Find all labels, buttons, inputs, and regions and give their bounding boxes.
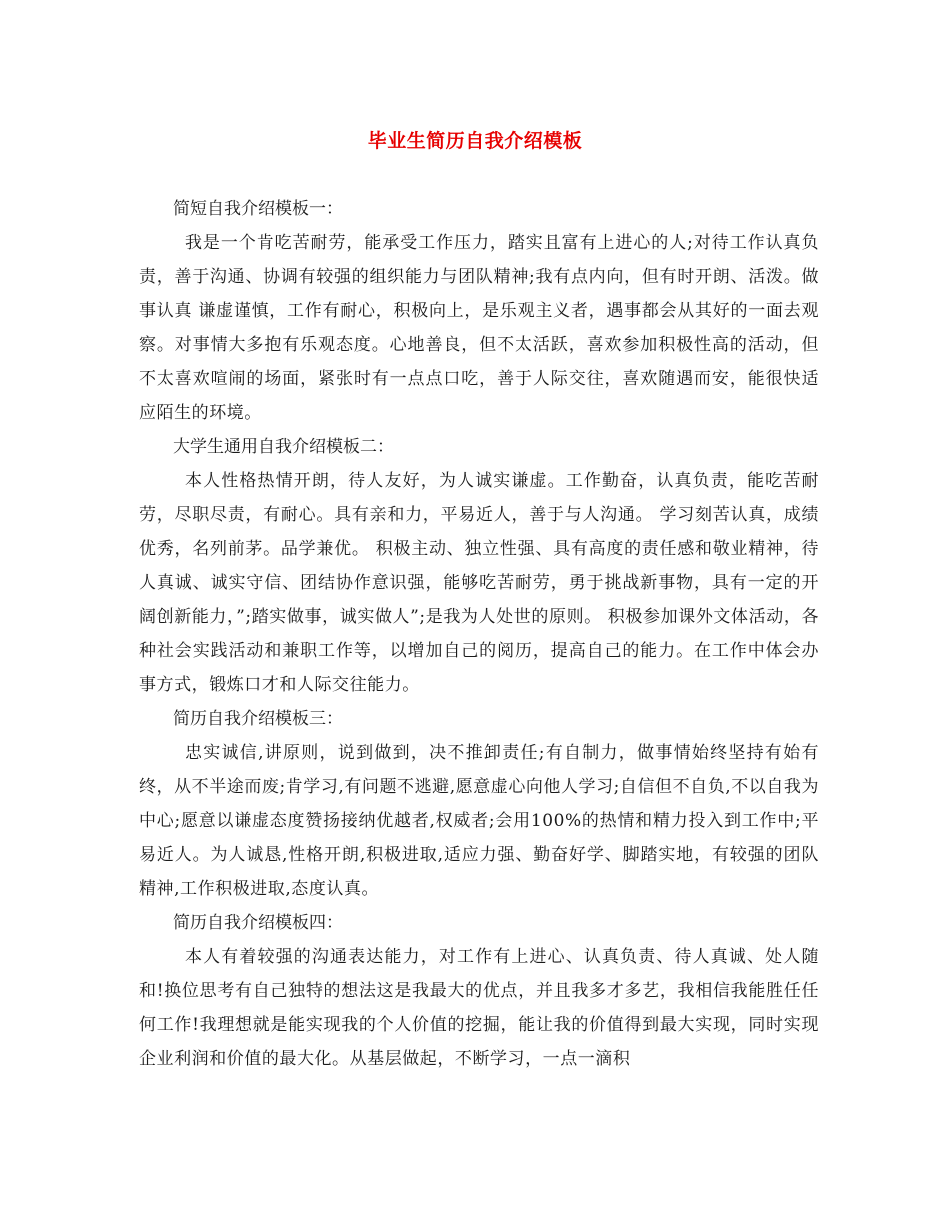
section-3-paragraph: 忠实诚信,讲原则，说到做到，决不推卸责任;有自制力，做事情始终坚持有始有终，从不半途而废;肯学习,有问题不逃避,愿意虚心向他人学习;自信但不自负,不以自我为中心;愿意以谦虚态度赞扬接纳优越者,权威者;会用100%的热情和精力投入到工作中;平易近人。为人诚恳,性格开朗,积极进取,适应力强、勤奋好学、脚踏实地，有较强的团队精神,工作积极进取,态度认真。 — [139, 743, 819, 899]
section-1-heading: 简短自我介绍模板一： — [173, 199, 343, 219]
section-2-heading: 大学生通用自我介绍模板二： — [173, 437, 394, 457]
section-2-paragraph: 本人性格热情开朗，待人友好，为人诚实谦虚。工作勤奋，认真负责，能吃苦耐劳，尽职尽责，有耐心。具有亲和力，平易近人，善于与人沟通。 学习刻苦认真，成绩优秀，名列前茅。品学兼优。 积极主动、独立性强、具有高度的责任感和敬业精神，待人真诚、诚实守信、团结协作意识强，能够吃苦耐劳，勇于挑战新事物，具有一定的开阔创新能力，”;踏实做事，诚实做人”;是我为人处世的原则。 积极参加课外文体活动，各种社会实践活动和兼职工作等，以增加自己的阅历，提高自己的能力。在工作中体会办事方式，锻炼口才和人际交往能力。 — [139, 471, 819, 695]
section-4-paragraph: 本人有着较强的沟通表达能力，对工作有上进心、认真负责、待人真诚、处人随和!换位思考有自己独特的想法这是我最大的优点，并且我多才多艺，我相信我能胜任任何工作!我理想就是能实现我的个人价值的挖掘，能让我的价值得到最大实现，同时实现企业利润和价值的最大化。从基层做起，不断学习，一点一滴积 — [139, 947, 819, 1069]
section-3-heading: 简历自我介绍模板三： — [173, 709, 343, 729]
document-title: 毕业生简历自我介绍模板 — [367, 130, 583, 152]
section-4-heading: 简历自我介绍模板四： — [173, 913, 343, 933]
document-body — [139, 192, 819, 1076]
section-1-paragraph: 我是一个肯吃苦耐劳，能承受工作压力，踏实且富有上进心的人;对待工作认真负责，善于沟通、协调有较强的组织能力与团队精神;我有点内向，但有时开朗、活泼。做事认真 谦虚谨慎，工作有耐心，积极向上，是乐观主义者，遇事都会从其好的一面去观察。对事情大多抱有乐观态度。心地善良，但不太活跃，喜欢参加积极性高的活动，但不太喜欢喧闹的场面，紧张时有一点点口吃，善于人际交往，喜欢随遇而安，能很快适应陌生的环境。 — [139, 233, 819, 423]
